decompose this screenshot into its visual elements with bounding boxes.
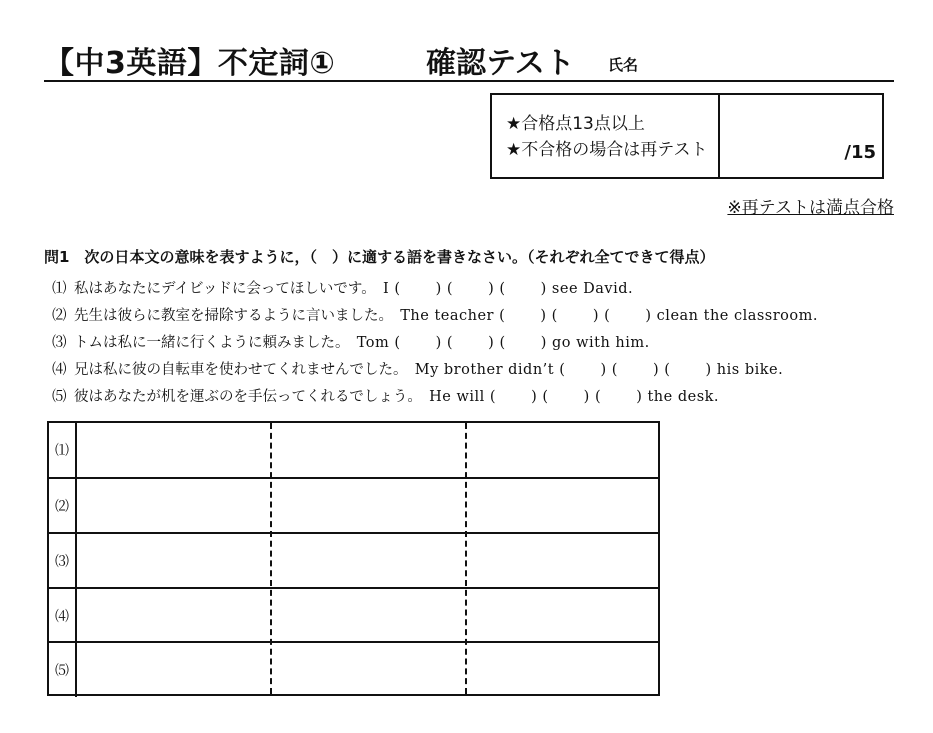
answer-blank[interactable] [77, 643, 270, 697]
answer-blank[interactable] [467, 423, 658, 477]
question-number: ⑶ [52, 335, 67, 351]
question-item [52, 358, 783, 379]
title-row [44, 36, 894, 82]
question-number: ⑴ [52, 281, 67, 297]
question-japanese: 私はあなたにデイビッドに会ってほしいです。 [74, 281, 369, 297]
passing-score-text: ★合格点13点以上 [506, 114, 645, 134]
answer-row [49, 641, 658, 697]
answer-blank[interactable] [272, 534, 465, 588]
answer-blank[interactable] [272, 589, 465, 643]
answer-blank[interactable] [77, 479, 270, 533]
answer-blank[interactable] [77, 589, 270, 643]
question-number: ⑷ [52, 362, 67, 378]
question-english: Tom ( ) ( ) ( ) go with him. [356, 335, 650, 351]
question-item [52, 277, 633, 298]
dashed-divider [270, 423, 272, 694]
answer-row-number: ⑵ [49, 479, 77, 533]
answer-blank[interactable] [272, 423, 465, 477]
answer-blank[interactable] [467, 479, 658, 533]
question-japanese: 先生は彼らに教室を掃除するように言いました。 [74, 308, 386, 324]
answer-blank[interactable] [467, 589, 658, 643]
answer-table [47, 421, 660, 696]
question-item [52, 304, 818, 325]
answer-row [49, 423, 658, 477]
question-number: ⑵ [52, 308, 67, 324]
question-number: ⑸ [52, 389, 67, 405]
score-total: /15 [844, 142, 876, 163]
score-box [490, 93, 884, 179]
answer-row-number: ⑶ [49, 534, 77, 588]
answer-blank[interactable] [77, 534, 270, 588]
question-english: The teacher ( ) ( ) ( ) clean the classroom. [400, 308, 819, 324]
score-field[interactable] [720, 95, 882, 177]
question-english: I ( ) ( ) ( ) see David. [383, 281, 634, 297]
question-heading: 問1 次の日本文の意味を表すように，（ ）に適する語を書きなさい。（それぞれ全てできて得点） [44, 248, 715, 266]
passing-criteria [492, 95, 720, 177]
answer-row-number: ⑸ [49, 643, 77, 697]
retest-rule-text: ★不合格の場合は再テスト [506, 140, 708, 160]
question-japanese: 彼はあなたが机を運ぶのを手伝ってくれるでしょう。 [74, 389, 415, 405]
name-label: 氏名 [608, 56, 639, 74]
answer-blank[interactable] [272, 643, 465, 697]
question-english: My brother didn’t ( ) ( ) ( ) his bike. [414, 362, 784, 378]
answer-row [49, 587, 658, 643]
retest-note: ※再テストは満点合格 [727, 198, 894, 218]
answer-row-number: ⑷ [49, 589, 77, 643]
answer-blank[interactable] [77, 423, 270, 477]
answer-row [49, 532, 658, 588]
question-japanese: 兄は私に彼の自転車を使わせてくれませんでした。 [74, 362, 401, 378]
page-subtitle: 確認テスト [426, 46, 575, 81]
answer-row-number: ⑴ [49, 423, 77, 477]
question-japanese: トムは私に一緒に行くように頼みました。 [74, 335, 343, 351]
answer-row [49, 477, 658, 533]
page-title: 【中3英語】不定詞① [44, 46, 336, 81]
answer-blank[interactable] [272, 479, 465, 533]
question-item [52, 331, 650, 352]
answer-blank[interactable] [467, 643, 658, 697]
question-item [52, 385, 719, 406]
dashed-divider [465, 423, 467, 694]
answer-blank[interactable] [467, 534, 658, 588]
question-english: He will ( ) ( ) ( ) the desk. [429, 389, 720, 405]
